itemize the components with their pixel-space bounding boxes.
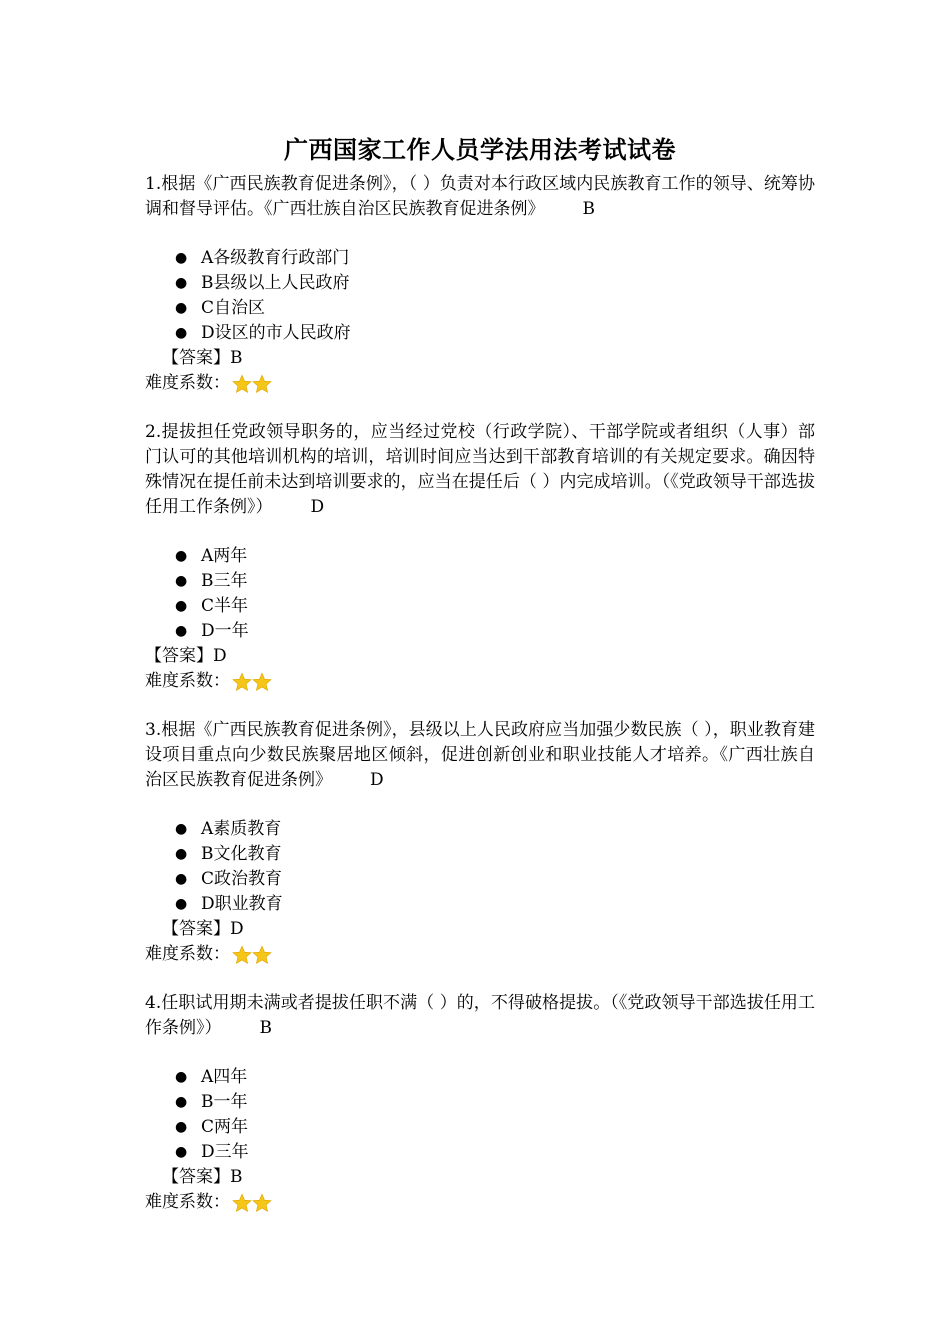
star-icon (232, 1193, 252, 1213)
star-icon (232, 945, 252, 965)
star-icon (252, 945, 272, 965)
question-text: 1.根据《广西民族教育促进条例》，（ ）负责对本行政区域内民族教育工作的领导、统筹协调和督导评估。《广西壮族自治区民族教育促进条例》 B (145, 174, 815, 219)
bullet-icon: ● (175, 573, 188, 589)
option-b: ● B县级以上人民政府 (175, 271, 815, 296)
star-icon (252, 374, 272, 394)
star-icon (232, 374, 252, 394)
difficulty-rating (145, 371, 815, 396)
option-d: ● D设区的市人民政府 (175, 321, 815, 346)
question-2 (145, 420, 815, 694)
bullet-icon: ● (175, 896, 188, 912)
bullet-icon: ● (175, 250, 188, 266)
question-1 (145, 172, 815, 396)
option-c: ● C半年 (175, 594, 815, 619)
option-list (145, 817, 815, 917)
bullet-icon: ● (175, 300, 188, 316)
difficulty-label: 难度系数： (145, 671, 230, 691)
document-page (145, 132, 815, 1239)
difficulty-rating (145, 942, 815, 967)
option-a: ● A两年 (175, 544, 815, 569)
bullet-icon: ● (175, 871, 188, 887)
bullet-icon: ● (175, 821, 188, 837)
bullet-icon: ● (175, 1119, 188, 1135)
option-c: ● C两年 (175, 1115, 815, 1140)
bullet-icon: ● (175, 275, 188, 291)
bullet-icon: ● (175, 548, 188, 564)
star-rating (232, 374, 272, 394)
difficulty-rating (145, 1190, 815, 1215)
bullet-icon: ● (175, 1144, 188, 1160)
option-d: ● D三年 (175, 1140, 815, 1165)
answer-line: 【答案】D (162, 919, 244, 939)
inline-answer: B (582, 199, 595, 219)
question-text: 4.任职试用期未满或者提拔任职不满（ ）的，不得破格提拔。（《党政领导干部选拔任用工作条例》） B (145, 993, 815, 1038)
option-a: ● A素质教育 (175, 817, 815, 842)
option-a: ● A各级教育行政部门 (175, 246, 815, 271)
option-list (145, 1065, 815, 1165)
answer-line: 【答案】D (145, 646, 227, 666)
question-text: 3.根据《广西民族教育促进条例》，县级以上人民政府应当加强少数民族（ ），职业教育建设项目重点向少数民族聚居地区倾斜，促进创新创业和职业技能人才培养。《广西壮族自治区民族教育促进条例》 D (145, 720, 815, 790)
option-list (145, 544, 815, 644)
question-text: 2.提拔担任党政领导职务的，应当经过党校（行政学院）、干部学院或者组织（人事）部门认可的其他培训机构的培训，培训时间应当达到干部教育培训的有关规定要求。确因特殊情况在提任前未达到培训要求的，应当在提任后（ ）内完成培训。（《党政领导干部选拔任用工作条例》） D (145, 422, 815, 517)
option-d: ● D一年 (175, 619, 815, 644)
star-icon (252, 672, 272, 692)
bullet-icon: ● (175, 1094, 188, 1110)
option-b: ● B三年 (175, 569, 815, 594)
question-4 (145, 991, 815, 1215)
star-icon (232, 672, 252, 692)
option-a: ● A四年 (175, 1065, 815, 1090)
inline-answer: B (259, 1018, 272, 1038)
star-rating (232, 672, 272, 692)
bullet-icon: ● (175, 325, 188, 341)
bullet-icon: ● (175, 1069, 188, 1085)
option-b: ● B文化教育 (175, 842, 815, 867)
answer-line: 【答案】B (162, 348, 243, 368)
star-icon (252, 1193, 272, 1213)
bullet-icon: ● (175, 846, 188, 862)
option-b: ● B一年 (175, 1090, 815, 1115)
inline-answer: D (310, 497, 325, 517)
bullet-icon: ● (175, 598, 188, 614)
option-c: ● C自治区 (175, 296, 815, 321)
answer-line: 【答案】B (162, 1167, 243, 1187)
difficulty-rating (145, 669, 815, 694)
document-title: 广西国家工作人员学法用法考试试卷 (284, 136, 676, 164)
star-rating (232, 945, 272, 965)
inline-answer: D (370, 770, 384, 790)
option-list (145, 246, 815, 346)
bullet-icon: ● (175, 623, 188, 639)
difficulty-label: 难度系数： (145, 373, 230, 393)
option-d: ● D职业教育 (175, 892, 815, 917)
difficulty-label: 难度系数： (145, 944, 230, 964)
star-rating (232, 1193, 272, 1213)
option-c: ● C政治教育 (175, 867, 815, 892)
question-3 (145, 718, 815, 967)
difficulty-label: 难度系数： (145, 1192, 230, 1212)
